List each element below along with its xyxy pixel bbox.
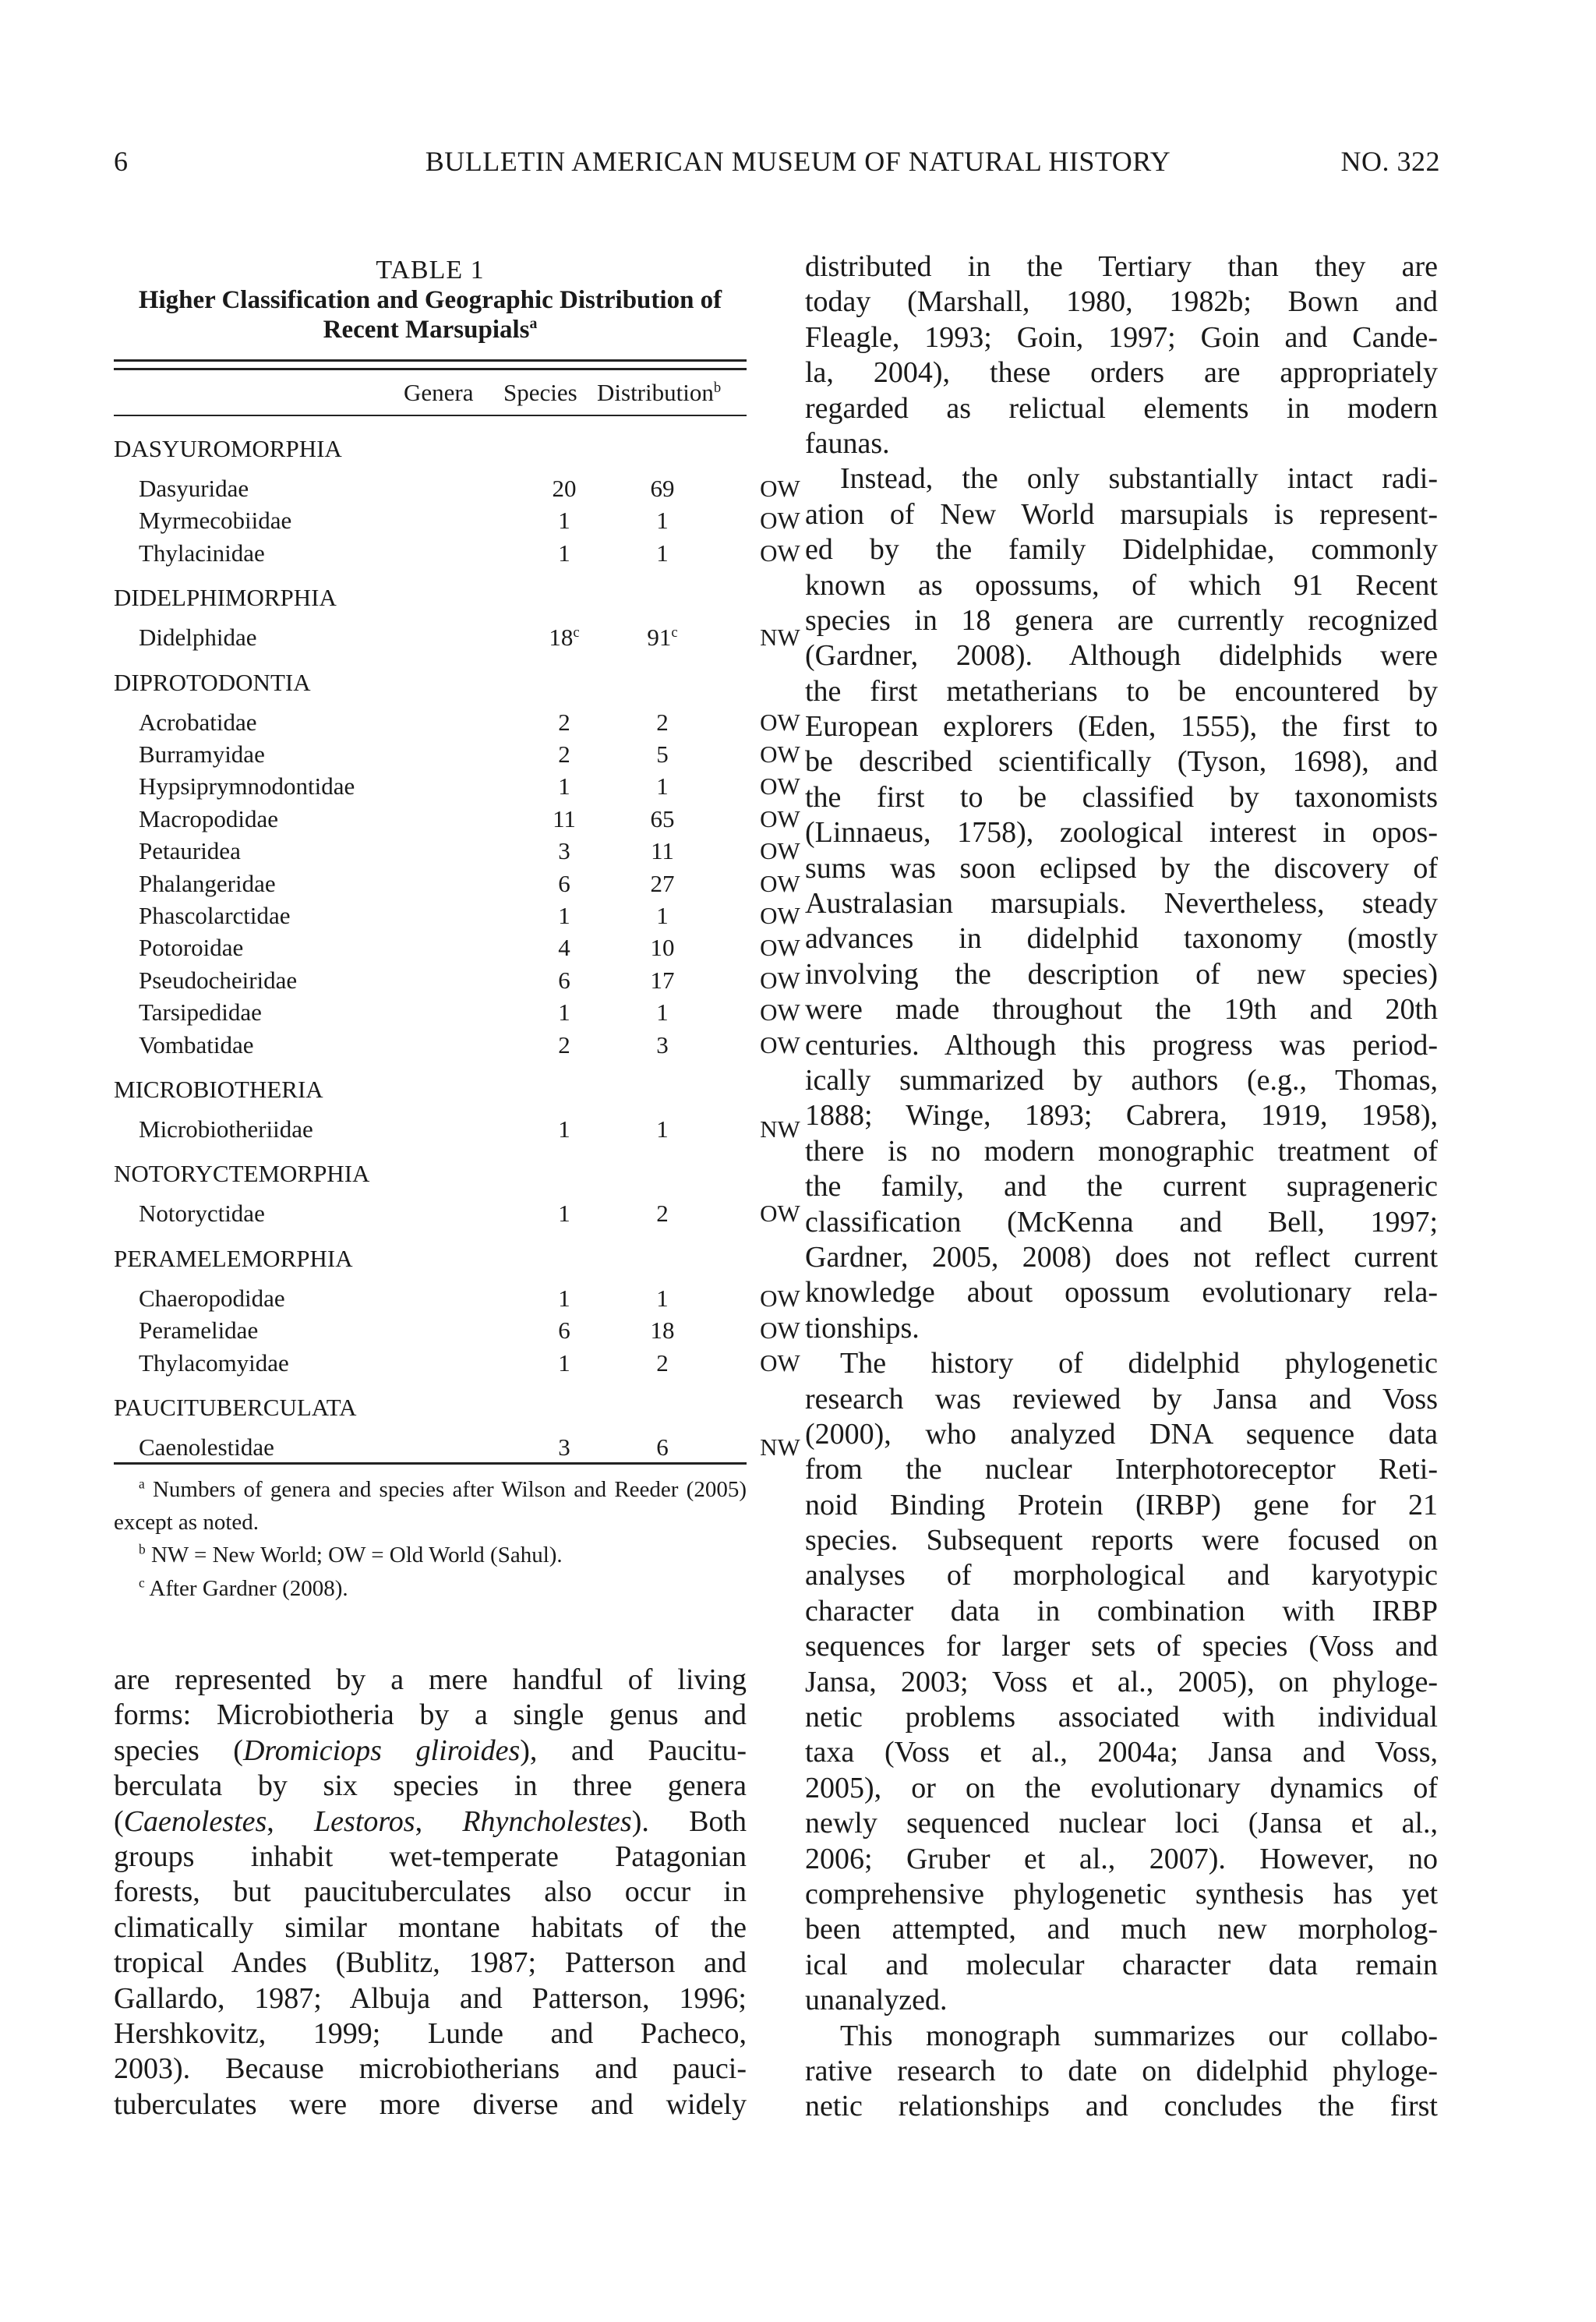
genera-value: 1: [558, 1115, 570, 1143]
text-line: The history of didelphid phylogenetic: [840, 1347, 1438, 1380]
genera-value: 1: [558, 1200, 570, 1228]
text-line: from the nuclear Interphotoreceptor Reti-: [805, 1453, 1438, 1486]
text-line: 2005), or on the evolutionary dynamics of: [805, 1771, 1438, 1804]
text-line: Hershkovitz, 1999; Lunde and Pacheco,: [114, 2016, 747, 2050]
text-line: tropical Andes (Bublitz, 1987; Patterson and: [114, 1946, 747, 1980]
text-line: advances in didelphid taxonomy (mostly: [805, 922, 1438, 956]
genera-count: [541, 804, 588, 835]
order-name: DIDELPHIMORPHIA: [114, 584, 337, 612]
table-row: [114, 473, 800, 504]
distribution: OW: [760, 1030, 800, 1059]
col-header-distribution-text: Distribution: [597, 379, 714, 406]
order-name: PAUCITUBERCULATA: [114, 1394, 357, 1421]
family-name: Potoroidae: [139, 934, 244, 962]
table-row: [114, 1030, 800, 1061]
italic-taxon-name: Lestoros: [314, 1804, 415, 1838]
table-top-rule-2: [114, 368, 747, 370]
table-title: [114, 285, 747, 345]
genera-count: [541, 473, 588, 504]
text-line: Gardner, 2005, 2008) does not reflect current: [805, 1240, 1438, 1274]
text-line: 1888; Winge, 1893; Cabrera, 1919, 1958),: [805, 1099, 1438, 1133]
text-line: were made throughout the 19th and 20th: [805, 993, 1438, 1027]
table-row: [114, 836, 800, 867]
table-group-row: [114, 1243, 747, 1274]
species-count: [639, 538, 686, 569]
text-line: knowledge about opossum evolutionary rela-: [805, 1276, 1438, 1309]
family-name: Burramyidae: [139, 740, 265, 768]
text-line: Australasian marsupials. Nevertheless, steady: [805, 887, 1438, 921]
text-line: netic relationships and concludes the first: [805, 2090, 1438, 2123]
family-name: Didelphidae: [139, 624, 257, 652]
table-group-row: [114, 1158, 747, 1189]
family-name: Phalangeridae: [139, 869, 276, 897]
distribution: OW: [760, 869, 800, 897]
genera-count: [541, 739, 588, 770]
species-value: 10: [650, 934, 675, 962]
family-name: Thylacomyidae: [139, 1348, 289, 1377]
footnote-mark: c: [573, 624, 580, 641]
table-group-row: [114, 667, 747, 698]
genera-count: [541, 836, 588, 867]
text-line: comprehensive phylogenetic synthesis has yet: [805, 1877, 1438, 1910]
paragraph: [805, 249, 1438, 461]
genera-count: [541, 932, 588, 963]
species-value: 3: [656, 1030, 669, 1059]
text-line: sums was soon eclipsed by the discovery of: [805, 851, 1438, 885]
table-row: [114, 622, 800, 653]
table-row: [114, 804, 800, 835]
col-header-distribution: [597, 379, 721, 407]
page-number: 6: [114, 146, 129, 177]
text-line: noid Binding Protein (IRBP) gene for 21: [805, 1488, 1438, 1521]
text-segment: ). Both: [631, 1804, 747, 1838]
species-count: [639, 473, 686, 504]
species-count: [639, 868, 686, 899]
text-line: regarded as relictual elements in modern: [805, 391, 1438, 425]
text-line: today (Marshall, 1980, 1982b; Bown and: [805, 285, 1438, 319]
genera-value: 1: [558, 1284, 570, 1312]
species-count: [639, 1114, 686, 1145]
species-value: 1: [656, 1115, 669, 1143]
text-segment: ,: [267, 1804, 315, 1838]
text-line: unanalyzed.: [805, 1984, 948, 2017]
table-label: TABLE 1: [376, 256, 485, 285]
text-line: ically summarized by authors (e.g., Thomas,: [805, 1063, 1438, 1097]
distribution: OW: [760, 1284, 800, 1312]
family-name: Dasyuridae: [139, 475, 249, 502]
text-line: sequences for larger sets of species (Voss and: [805, 1630, 1438, 1663]
text-line: 2006; Gruber et al., 2007). However, no: [805, 1842, 1438, 1875]
text-line: the first to be classified by taxonomists: [805, 780, 1438, 814]
family-name: Chaeropodidae: [139, 1284, 285, 1312]
table-footnote: [114, 1473, 747, 1539]
distribution: OW: [760, 708, 800, 736]
text-line: known as opossums, of which 91 Recent: [805, 568, 1438, 602]
text-segment: species (: [114, 1734, 243, 1767]
species-value: 65: [650, 804, 675, 832]
genera-count: [541, 1198, 588, 1229]
table-row: [114, 1315, 800, 1346]
table-row: [114, 1114, 800, 1145]
table-row: [114, 505, 800, 536]
species-value: 1: [656, 998, 669, 1027]
species-count: [639, 739, 686, 770]
table-row: [114, 707, 800, 738]
text-line: Fleagle, 1993; Goin, 1997; Goin and Cande-: [805, 320, 1438, 354]
species-value: 17: [650, 966, 675, 994]
text-line: been attempted, and much new morpholog-: [805, 1913, 1438, 1946]
table-row: [114, 900, 800, 931]
text-segment: (: [114, 1804, 124, 1838]
genera-count: [541, 707, 588, 738]
text-segment: ), and Paucitu-: [520, 1734, 747, 1767]
family-name: Petauridea: [139, 837, 241, 865]
genera-count: [541, 622, 588, 653]
text-line: the first metatherians to be encountered by: [805, 674, 1438, 708]
family-name: Phascolarctidae: [139, 902, 291, 929]
family-name: Vombatidae: [139, 1030, 254, 1059]
table-top-rule: [114, 359, 747, 362]
genera-value: 1: [558, 998, 570, 1027]
order-name: MICROBIOTHERIA: [114, 1076, 323, 1103]
text-line: 2003). Because microbiotherians and pauci-: [114, 2052, 747, 2086]
genera-value: 20: [552, 475, 577, 502]
species-value: 2: [656, 708, 669, 736]
distribution: OW: [760, 804, 800, 832]
genera-value: 3: [558, 1433, 570, 1461]
table-group-row: [114, 1392, 747, 1423]
footnote-text: Numbers of genera and species after Wilson and Reeder (2005) except as noted.: [114, 1477, 747, 1535]
family-name: Myrmecobiidae: [139, 507, 292, 535]
genera-value: 6: [558, 1317, 570, 1345]
genera-count: [541, 900, 588, 931]
text-line: involving the description of new species): [805, 957, 1438, 991]
distribution: OW: [760, 966, 800, 994]
text-line: Instead, the only substantially intact radi-: [840, 462, 1438, 496]
species-count: [639, 707, 686, 738]
text-line: distributed in the Tertiary than they are: [805, 250, 1438, 283]
text-line: (Linnaeus, 1758), zoological interest in opos-: [805, 816, 1438, 850]
text-line: rative research to date on didelphid phyloge-: [805, 2054, 1438, 2087]
family-name: Caenolestidae: [139, 1433, 274, 1461]
distribution: OW: [760, 507, 800, 535]
species-value: 1: [656, 507, 669, 535]
text-line: newly sequenced nuclear loci (Jansa et al.,: [805, 1807, 1438, 1840]
footnote-mark: b: [139, 1541, 146, 1557]
genera-count: [541, 997, 588, 1028]
paragraph: [805, 2019, 1438, 2125]
table-row: [114, 1348, 800, 1379]
genera-value: 4: [558, 934, 570, 962]
text-line: forests, but paucituberculates also occur in: [114, 1875, 747, 1909]
family-name: Tarsipedidae: [139, 998, 262, 1027]
family-name: Thylacinidae: [139, 539, 265, 567]
table-row: [114, 868, 800, 899]
species-count: [639, 997, 686, 1028]
table-row: [114, 997, 800, 1028]
table-bottom-rule: [114, 1462, 747, 1465]
table-title-footnote-mark: a: [529, 315, 538, 333]
text-line: ical and molecular character data remain: [805, 1948, 1438, 1981]
species-value: 2: [656, 1348, 669, 1377]
species-count: [639, 771, 686, 802]
text-line: (2000), who analyzed DNA sequence data: [805, 1417, 1438, 1451]
species-value: 1: [656, 1284, 669, 1312]
distribution: NW: [760, 1115, 800, 1143]
genera-value: 11: [553, 804, 576, 832]
species-count: [639, 932, 686, 963]
paragraph: [805, 461, 1438, 1346]
distribution: OW: [760, 1200, 800, 1228]
text-line: tuberculates were more diverse and widely: [114, 2087, 747, 2121]
species-count: [639, 965, 686, 996]
table-row: [114, 932, 800, 963]
genera-value: 1: [558, 539, 570, 567]
text-line: Gallardo, 1987; Albuja and Patterson, 1996;: [114, 1981, 747, 2015]
species-value: 27: [650, 869, 675, 897]
genera-value: 2: [558, 708, 570, 736]
col-header-species: Species: [503, 379, 577, 406]
footnote-text: NW = New World; OW = Old World (Sahul).: [150, 1543, 563, 1567]
text-line: This monograph summarizes our collabo-: [840, 2019, 1438, 2052]
genera-value: 1: [558, 1348, 570, 1377]
table-group-row: [114, 1074, 747, 1105]
table-row: [114, 739, 800, 770]
text-line: centuries. Although this progress was period-: [805, 1028, 1438, 1062]
text-line: climatically similar montane habitats of the: [114, 1910, 747, 1944]
table-footnote: [114, 1572, 747, 1605]
genera-value: 2: [558, 1030, 570, 1059]
footnote-mark: c: [139, 1575, 145, 1591]
species-count: [639, 1030, 686, 1061]
species-value: 2: [656, 1200, 669, 1228]
table-row: [114, 538, 800, 569]
genera-value: 6: [558, 966, 570, 994]
genera-count: [541, 1114, 588, 1145]
distribution: OW: [760, 772, 800, 801]
right-column-text: [805, 249, 1438, 2125]
distribution: OW: [760, 934, 800, 962]
italic-taxon-name: Caenolestes: [123, 1804, 267, 1838]
genera-count: [541, 771, 588, 802]
text-line: la, 2004), these orders are appropriately: [805, 356, 1438, 390]
species-count: [639, 1432, 686, 1463]
genera-value: 3: [558, 837, 570, 865]
distribution: OW: [760, 740, 800, 768]
distribution: OW: [760, 539, 800, 567]
text-line: classification (McKenna and Bell, 1997;: [805, 1205, 1438, 1239]
family-name: Notoryctidae: [139, 1200, 265, 1228]
genera-count: [541, 1283, 588, 1314]
species-value: 1: [656, 539, 669, 567]
text-line: groups inhabit wet-temperate Patagonian: [114, 1840, 747, 1873]
col-header-genera: Genera: [404, 379, 474, 406]
italic-taxon-name: Dromiciops gliroides: [242, 1734, 521, 1767]
order-name: DIPROTODONTIA: [114, 668, 311, 696]
distribution: OW: [760, 837, 800, 865]
species-count: [639, 804, 686, 835]
footnote-mark: b: [713, 379, 722, 396]
text-line: faunas.: [805, 426, 890, 460]
text-line: tionships.: [805, 1311, 920, 1345]
genera-count: [541, 1315, 588, 1346]
running-head: BULLETIN AMERICAN MUSEUM OF NATURAL HISTORY: [425, 146, 1171, 177]
species-value: 11: [651, 837, 674, 865]
text-line: analyses of morphological and karyotypic: [805, 1559, 1438, 1592]
italic-taxon-name: Rhyncholestes: [462, 1804, 632, 1838]
family-name: Acrobatidae: [139, 708, 257, 736]
species-count: [639, 1198, 686, 1229]
genera-count: [541, 965, 588, 996]
distribution: OW: [760, 1348, 800, 1377]
text-segment: ,: [415, 1804, 463, 1838]
text-line: ation of New World marsupials is represent-: [805, 497, 1438, 531]
genera-value: 1: [558, 902, 570, 929]
order-name: PERAMELEMORPHIA: [114, 1244, 353, 1272]
order-name: NOTORYCTEMORPHIA: [114, 1160, 370, 1188]
genera-count: [541, 538, 588, 569]
genera-count: [541, 868, 588, 899]
text-line: species. Subsequent reports were focused on: [805, 1524, 1438, 1557]
table-header-rule: [114, 415, 747, 416]
distribution: OW: [760, 475, 800, 502]
table-group-row: [114, 433, 747, 465]
table-title-text: Higher Classification and Geographic Distribution of Recent Marsupials: [138, 286, 722, 344]
issue-number: NO. 322: [1340, 146, 1440, 177]
table-row: [114, 1198, 800, 1229]
text-line: ed by the family Didelphidae, commonly: [805, 533, 1438, 567]
table-footnote: [114, 1539, 747, 1571]
text-line: European explorers (Eden, 1555), the first to: [805, 710, 1438, 744]
text-line: research was reviewed by Jansa and Voss: [805, 1382, 1438, 1415]
family-name: Hypsiprymnodontidae: [139, 772, 355, 801]
genera-count: [541, 1030, 588, 1061]
species-value: 1: [656, 772, 669, 801]
genera-value: 2: [558, 740, 570, 768]
footnote-text: After Gardner (2008).: [149, 1576, 348, 1601]
text-line: Jansa, 2003; Voss et al., 2005), on phyloge-: [805, 1665, 1438, 1698]
species-value: 5: [656, 740, 669, 768]
family-name: Peramelidae: [139, 1317, 259, 1345]
genera-value: 1: [558, 772, 570, 801]
species-value: 69: [650, 475, 675, 502]
species-count: [639, 1348, 686, 1379]
distribution: OW: [760, 998, 800, 1027]
text-line: forms: Microbiotheria by a single genus and: [114, 1698, 747, 1732]
genera-count: [541, 1348, 588, 1379]
table-row: [114, 1283, 800, 1314]
text-line: be described scientifically (Tyson, 1698), and: [805, 745, 1438, 779]
paragraph: [805, 1346, 1438, 2018]
text-line: there is no modern monographic treatment of: [805, 1134, 1438, 1168]
text-line: taxa (Voss et al., 2004a; Jansa and Voss,: [805, 1736, 1438, 1769]
distribution: NW: [760, 624, 800, 652]
species-count: [639, 900, 686, 931]
text-line: species in 18 genera are currently recognized: [805, 603, 1438, 637]
text-line: [114, 1734, 747, 1769]
distribution: NW: [760, 1433, 800, 1461]
text-line: berculata by six species in three genera: [114, 1769, 747, 1803]
genera-value: 18: [549, 624, 574, 652]
family-name: Pseudocheiridae: [139, 966, 298, 994]
text-line: [114, 1804, 747, 1840]
text-line: (Gardner, 2008). Although didelphids were: [805, 639, 1438, 673]
family-name: Microbiotheriidae: [139, 1115, 313, 1143]
distribution: OW: [760, 902, 800, 929]
footnote-mark: c: [671, 624, 678, 641]
species-count: [639, 1283, 686, 1314]
species-count: [639, 622, 686, 653]
species-value: 91: [647, 624, 672, 652]
text-line: character data in combination with IRBP: [805, 1594, 1438, 1628]
text-line: the family, and the current suprageneric: [805, 1170, 1438, 1203]
genera-value: 1: [558, 507, 570, 535]
genera-count: [541, 1432, 588, 1463]
species-count: [639, 836, 686, 867]
paragraph: [114, 1663, 747, 2122]
species-value: 18: [650, 1317, 675, 1345]
text-line: netic problems associated with individual: [805, 1701, 1438, 1734]
family-name: Macropodidae: [139, 804, 279, 832]
order-name: DASYUROMORPHIA: [114, 435, 342, 462]
table-row: [114, 965, 800, 996]
distribution: OW: [760, 1317, 800, 1345]
species-count: [639, 1315, 686, 1346]
species-value: 6: [656, 1433, 669, 1461]
table-row: [114, 771, 800, 802]
table-row: [114, 1432, 800, 1463]
left-column-text: [114, 1663, 747, 2122]
footnote-mark: a: [139, 1476, 145, 1492]
species-count: [639, 505, 686, 536]
genera-count: [541, 505, 588, 536]
species-value: 1: [656, 902, 669, 929]
genera-value: 6: [558, 869, 570, 897]
table-group-row: [114, 582, 747, 613]
text-line: are represented by a mere handful of living: [114, 1663, 747, 1696]
